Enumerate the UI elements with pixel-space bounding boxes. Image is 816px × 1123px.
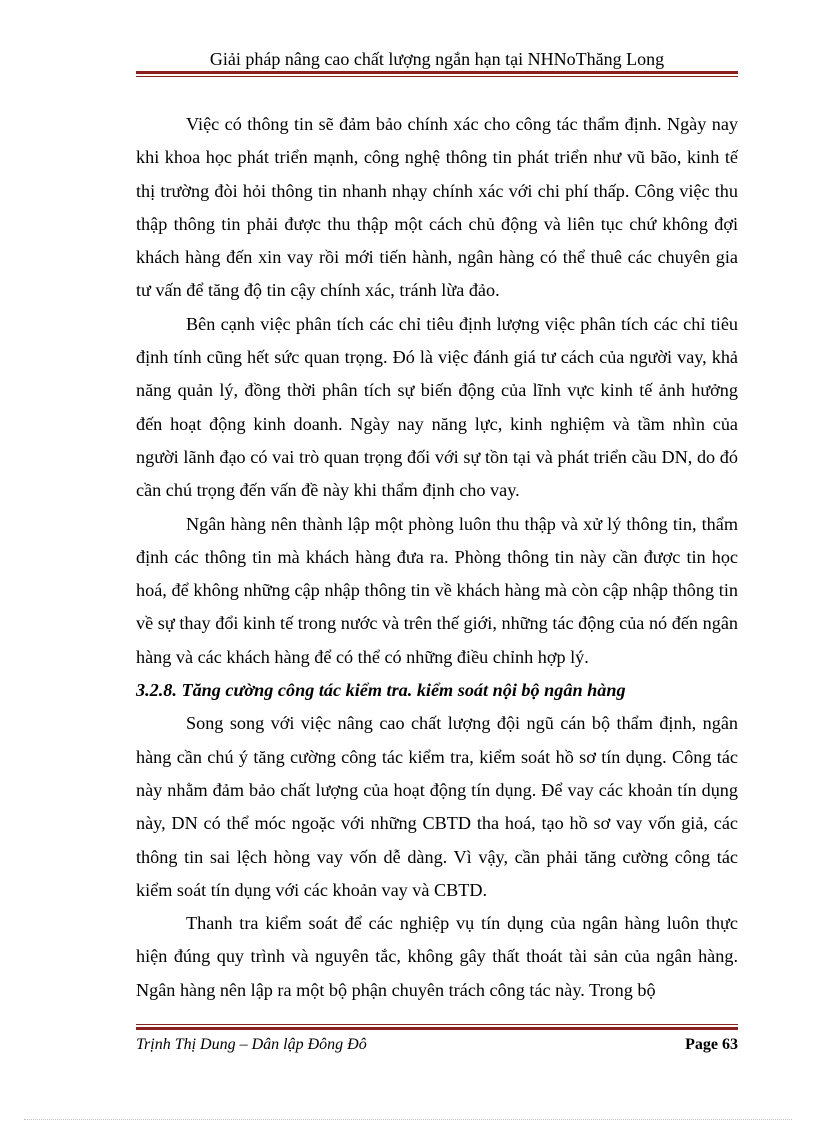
page-header-title: Giải pháp nâng cao chất lượng ngắn hạn tại NHNoThăng Long (209, 49, 665, 69)
body-paragraph: Ngân hàng nên thành lập một phòng luôn thu thập và xử lý thông tin, thẩm định các thông tin mà khách hàng đưa ra. Phòng thông tin này cần được tin học hoá, để không những cập nhập thông tin về khách hàng mà còn cập nhập thông tin về sự thay đổi kinh tế trong nước và trên thế giới, những tác động của nó đến ngân hàng và các khách hàng để có thể có những điều chỉnh hợp lý. (136, 513, 738, 667)
body-paragraph: Việc có thông tin sẽ đảm bảo chính xác cho công tác thẩm định. Ngày nay khi khoa học phát triển mạnh, công nghệ thông tin phát triển như vũ bão, kinh tế thị trường đòi hỏi thông tin nhanh nhạy chính xác với chi phí thấp. Công việc thu thập thông tin phải được thu thập một cách chủ động và liên tục chứ không đợi khách hàng đến xin vay rồi mới tiến hành, ngân hàng có thể thuê các chuyên gia tư vấn để tăng độ tin cậy chính xác, tránh lừa đảo. (136, 114, 738, 301)
section-heading: 3.2.8. Tăng cường công tác kiểm tra. kiểm soát nội bộ ngân hàng (136, 680, 626, 701)
header-rule-thick (136, 71, 738, 74)
footer-page-number: Page 63 (685, 1036, 738, 1053)
footer-rule-thin (136, 1024, 738, 1025)
document-body (136, 108, 738, 1007)
body-paragraph: Thanh tra kiểm soát để các nghiệp vụ tín dụng của ngân hàng luôn thực hiện đúng quy trình và nguyên tắc, không gây thất thoát tài sản của ngân hàng. Ngân hàng nên lập ra một bộ phận chuyên trách công tác này. Trong bộ (136, 913, 738, 1000)
body-paragraph: Bên cạnh việc phân tích các chỉ tiêu định lượng việc phân tích các chỉ tiêu định tính cũng hết sức quan trọng. Đó là việc đánh giá tư cách của người vay, khả năng quản lý, đồng thời phân tích sự biến động của lĩnh vực kinh tế ảnh hưởng đến hoạt động kinh doanh. Ngày nay năng lực, kinh nghiệm và tầm nhìn của người lãnh đạo có vai trò quan trọng đối với sự tồn tại và phát triển cầu DN, do đó cần chú trọng đến vấn đề này khi thẩm định cho vay. (136, 313, 738, 501)
header-rule-thin (136, 76, 738, 77)
body-paragraph: Song song với việc nâng cao chất lượng đội ngũ cán bộ thẩm định, ngân hàng cần chú ý tăng cường công tác kiểm tra, kiểm soát hồ sơ tín dụng. Công tác này nhằm đảm bảo chất lượng của hoạt động tín dụng. Để vay các khoản tín dụng này, DN có thể móc ngoặc với những CBTD tha hoá, tạo hồ sơ vay vốn giả, các thông tin sai lệch hòng vay vốn dễ dàng. Vì vậy, cần phải tăng cường công tác kiểm soát tín dụng với các khoản vay và CBTD. (136, 713, 738, 900)
page-bottom-edge (24, 1119, 792, 1120)
footer-author: Trịnh Thị Dung – Dân lập Đông Đô (136, 1036, 367, 1053)
footer-rule-thick (136, 1027, 738, 1030)
